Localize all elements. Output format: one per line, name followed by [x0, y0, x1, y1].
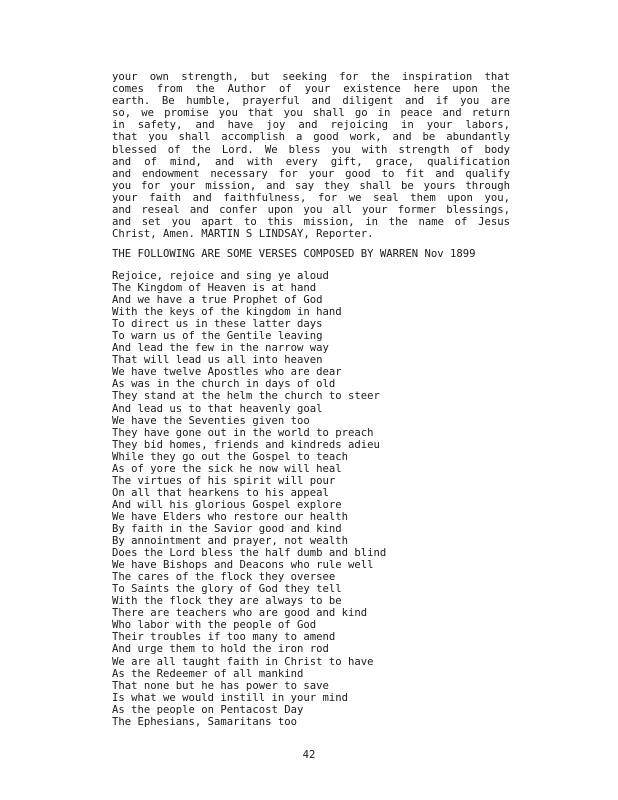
prose-line: earth. Be humble, prayerful and diligent and if you are: [112, 95, 510, 108]
verse-line: That will lead us all into heaven: [112, 354, 323, 367]
verse-line: As of yore the sick he now will heal: [112, 462, 342, 475]
verse-line: As the Redeemer of all mankind: [112, 667, 304, 680]
prose-line: your own strength, but seeking for the inspiration that: [112, 71, 510, 83]
verse-line: And lead us to that heavenly goal: [112, 402, 323, 415]
verses-heading: THE FOLLOWING ARE SOME VERSES COMPOSED BY WARREN Nov 1899: [112, 248, 476, 260]
verse-line: Does the Lord bless the half dumb and blind: [112, 547, 387, 560]
verse-line: To direct us in these latter days: [112, 318, 323, 331]
verse-line: On all that hearkens to his appeal: [112, 486, 329, 499]
verse-line: To warn us of the Gentile leaving: [112, 330, 323, 343]
verse-line: They stand at the helm the church to steer: [112, 390, 380, 403]
verse-line: That none but he has power to save: [112, 679, 329, 692]
prose-line: and of mind, and with every gift, grace, qualification: [112, 155, 510, 168]
prose-line: Christ, Amen. MARTIN S LINDSAY, Reporter.: [112, 228, 374, 241]
verse-line: With the keys of the kingdom in hand: [112, 306, 342, 319]
verse-line: And urge them to hold the iron rod: [112, 643, 329, 656]
blessing-paragraph: [112, 71, 510, 240]
prose-line: blessed of the Lord. We bless you with strength of body: [112, 143, 510, 156]
verse-line: And will his glorious Gospel explore: [112, 498, 342, 511]
verse-line: As was in the church in days of old: [112, 378, 336, 391]
prose-line: and set you apart to this mission, in the name of Jesus: [112, 216, 510, 229]
verse-line: We are all taught faith in Christ to have: [112, 655, 374, 668]
verse-line: To Saints the glory of God they tell: [112, 583, 342, 596]
verse-line: They bid homes, friends and kindreds adieu: [112, 438, 380, 451]
verse-line: There are teachers who are good and kind: [112, 607, 368, 620]
prose-line: and endowment necessary for your good to fit and qualify: [112, 167, 510, 180]
prose-line: so, we promise you that you shall go in peace and return: [112, 107, 510, 120]
verse-line: As the people on Pentacost Day: [112, 703, 304, 716]
verse-line: We have twelve Apostles who are dear: [112, 366, 342, 379]
verse-line: And lead the few in the narrow way: [112, 342, 329, 355]
verse-line: We have Bishops and Deacons who rule well: [112, 559, 374, 572]
prose-line: your faith and faithfulness, for we seal them upon you,: [112, 191, 510, 204]
verse-line: The virtues of his spirit will pour: [112, 474, 336, 487]
prose-line: and reseal and confer upon you all your former blessings,: [112, 204, 510, 217]
verse-line: We have Elders who restore our health: [112, 510, 348, 523]
prose-line: in safety, and have joy and rejoicing in your labors,: [112, 119, 510, 132]
verse-line: And we have a true Prophet of God: [112, 294, 323, 307]
verse-line: By annointment and prayer, not wealth: [112, 535, 348, 548]
verse-line: We have the Seventies given too: [112, 414, 310, 427]
verse-line: Who labor with the people of God: [112, 619, 317, 632]
prose-line: comes from the Author of your existence here upon the: [112, 83, 510, 96]
verse-block: [112, 270, 386, 728]
verse-line: By faith in the Savior good and kind: [112, 522, 342, 535]
page-number: 42: [302, 749, 316, 761]
verse-line: Rejoice, rejoice and sing ye aloud: [112, 270, 329, 282]
verse-line: With the flock they are always to be: [112, 595, 342, 608]
verse-line: They have gone out in the world to preach: [112, 426, 374, 439]
prose-line: that you shall accomplish a good work, and be abundantly: [112, 131, 510, 144]
verse-line: The cares of the flock they oversee: [112, 571, 336, 584]
verse-line: The Kingdom of Heaven is at hand: [112, 282, 317, 295]
verse-line: While they go out the Gospel to teach: [112, 450, 348, 463]
verse-line: Is what we would instill in your mind: [112, 691, 348, 704]
verse-line: The Ephesians, Samaritans too: [112, 715, 297, 728]
verse-line: Their troubles if too many to amend: [112, 631, 336, 644]
prose-line: you for your mission, and say they shall be yours through: [112, 179, 510, 192]
